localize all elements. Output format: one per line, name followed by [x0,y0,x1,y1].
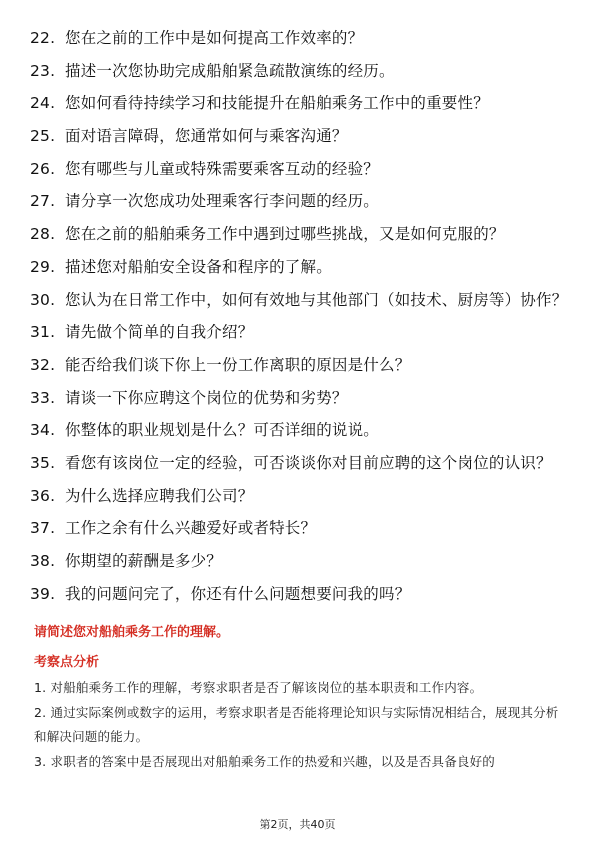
question-text: 您认为在日常工作中，如何有效地与其他部门（如技术、厨房等）协作？ [65,290,568,309]
analysis-section [34,624,564,774]
question-text: 描述您对船舶安全设备和程序的了解。 [65,257,332,276]
question-number: 25. [30,127,56,146]
question-text: 工作之余有什么兴趣爱好或者特长？ [65,519,317,538]
question-item [30,419,570,441]
analysis-point: 2. 通过实际案例或数字的运用，考察求职者是否能将理论知识与实际情况相结合，展现其分析和解决问题的能力。 [34,704,559,744]
question-text: 看您有该岗位一定的经验，可否谈谈你对目前应聘的这个岗位的认识？ [65,453,552,472]
analysis-point: 1. 对船舶乘务工作的理解，考察求职者是否了解该岗位的基本职责和工作内容。 [34,680,483,695]
question-number: 39. [30,584,56,603]
question-number: 38. [30,552,56,570]
question-item [30,550,570,572]
question-number: 28. [30,225,56,244]
question-number: 37. [30,519,56,538]
question-text: 我的问题问完了，你还有什么问题想要问我的吗？ [65,584,411,603]
question-item [30,223,570,245]
question-item [30,190,570,212]
question-item [30,92,570,114]
question-item [30,60,570,82]
question-number: 27. [30,192,56,211]
question-number: 26. [30,159,56,178]
question-text: 您有哪些与儿童或特殊需要乘客互动的经验？ [65,159,380,178]
question-item [30,517,570,539]
question-text: 请谈一下你应聘这个岗位的优势和劣势？ [65,388,348,407]
question-item [30,452,570,474]
question-item [30,321,570,343]
question-text: 你期望的薪酬是多少？ [65,552,223,570]
question-number: 30. [30,290,56,309]
question-list [30,27,570,615]
question-number: 22. [30,29,56,47]
question-item [30,354,570,376]
question-text: 您在之前的船舶乘务工作中遇到过哪些挑战，又是如何克服的？ [65,225,505,244]
question-item [30,289,570,311]
question-number: 33. [30,388,56,407]
question-text: 您在之前的工作中是如何提高工作效率的？ [65,29,364,47]
question-text: 您如何看待持续学习和技能提升在船舶乘务工作中的重要性？ [65,94,489,113]
question-number: 29. [30,257,56,276]
question-text: 能否给我们谈下你上一份工作离职的原因是什么？ [65,355,411,374]
question-item [30,125,570,147]
page-footer: 第2页，共40页 [259,818,336,831]
question-text: 面对语言障碍，您通常如何与乘客沟通？ [65,127,348,146]
question-item [30,256,570,278]
question-item [30,583,570,605]
section-subtitle: 考察点分析 [34,655,100,670]
question-number: 36. [30,486,56,505]
question-item [30,485,570,507]
question-number: 32. [30,355,56,374]
question-number: 24. [30,94,56,113]
question-text: 描述一次您协助完成船舶紧急疏散演练的经历。 [65,61,395,80]
question-item [30,158,570,180]
question-number: 34. [30,421,56,440]
question-text: 你整体的职业规划是什么？可否详细的说说。 [65,421,380,440]
question-number: 31. [30,323,56,342]
question-text: 请先做个简单的自我介绍？ [65,323,254,342]
question-item [30,387,570,409]
question-number: 35. [30,453,56,472]
section-title: 请简述您对船舶乘务工作的理解。 [34,625,230,640]
question-text: 为什么选择应聘我们公司？ [65,486,254,505]
analysis-point: 3. 求职者的答案中是否展现出对船舶乘务工作的热爱和兴趣，以及是否具备良好的 [34,753,496,769]
question-number: 23. [30,61,56,80]
question-item [30,27,570,49]
question-text: 请分享一次您成功处理乘客行李问题的经历。 [65,192,380,211]
